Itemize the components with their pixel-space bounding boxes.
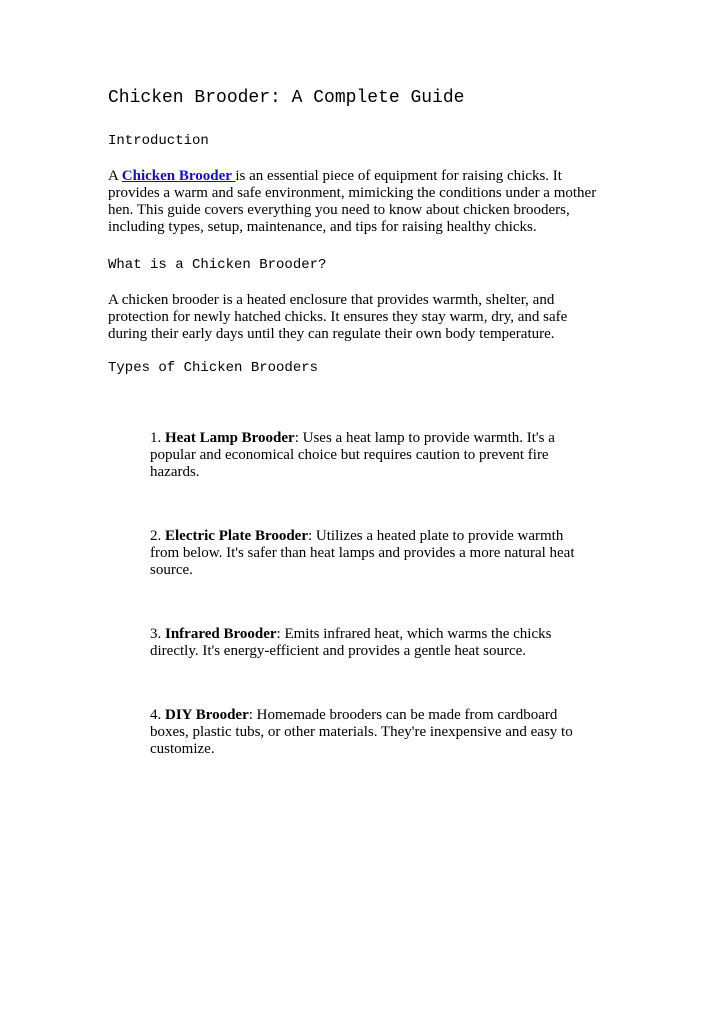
document-content bbox=[108, 0, 608, 758]
brooder-types-list bbox=[108, 430, 608, 758]
document-title: Chicken Brooder: A Complete Guide bbox=[108, 88, 465, 108]
list-item-number: 2. bbox=[150, 528, 165, 544]
intro-paragraph-prefix: A bbox=[108, 168, 122, 184]
list-item-name: Heat Lamp Brooder bbox=[165, 430, 295, 446]
list-item bbox=[150, 528, 595, 579]
list-item-description: : Homemade brooders can be made from cardboard boxes, plastic tubs, or other materials. They're inexpensive and easy to customize. bbox=[150, 707, 573, 757]
list-item-name: Electric Plate Brooder bbox=[165, 528, 308, 544]
list-item bbox=[150, 626, 595, 660]
what-is-heading: What is a Chicken Brooder? bbox=[108, 257, 327, 273]
what-is-paragraph: A chicken brooder is a heated enclosure that provides warmth, shelter, and protection for newly hatched chicks. It ensures they stay warm, dry, and safe during their early days until they can regulate their own body temperature. bbox=[108, 292, 568, 342]
list-item-description: : Emits infrared heat, which warms the chicks directly. It's energy-efficient and provides a gentle heat source. bbox=[150, 626, 552, 659]
list-item bbox=[150, 430, 595, 481]
introduction-heading: Introduction bbox=[108, 133, 209, 149]
list-item-number: 4. bbox=[150, 707, 165, 723]
introduction-paragraph bbox=[108, 168, 608, 236]
list-item-number: 3. bbox=[150, 626, 165, 642]
list-item-name: Infrared Brooder bbox=[165, 626, 277, 642]
chicken-brooder-link[interactable]: Chicken Brooder bbox=[121, 168, 236, 184]
list-item bbox=[150, 707, 595, 758]
list-item-number: 1. bbox=[150, 430, 165, 446]
types-heading: Types of Chicken Brooders bbox=[108, 360, 319, 376]
list-item-name: DIY Brooder bbox=[165, 707, 249, 723]
intro-paragraph-rest: is an essential piece of equipment for raising chicks. It provides a warm and safe environment, mimicking the conditions under a mother hen. This guide covers everything you need to know about chicken brooders, including types, setup, maintenance, and tips for raising healthy chicks. bbox=[108, 168, 597, 235]
list-item-description: : Utilizes a heated plate to provide warmth from below. It's safer than heat lamps and provides a more natural heat source. bbox=[150, 528, 575, 578]
list-item-description: : Uses a heat lamp to provide warmth. It's a popular and economical choice but requires caution to prevent fire hazards. bbox=[150, 430, 555, 480]
